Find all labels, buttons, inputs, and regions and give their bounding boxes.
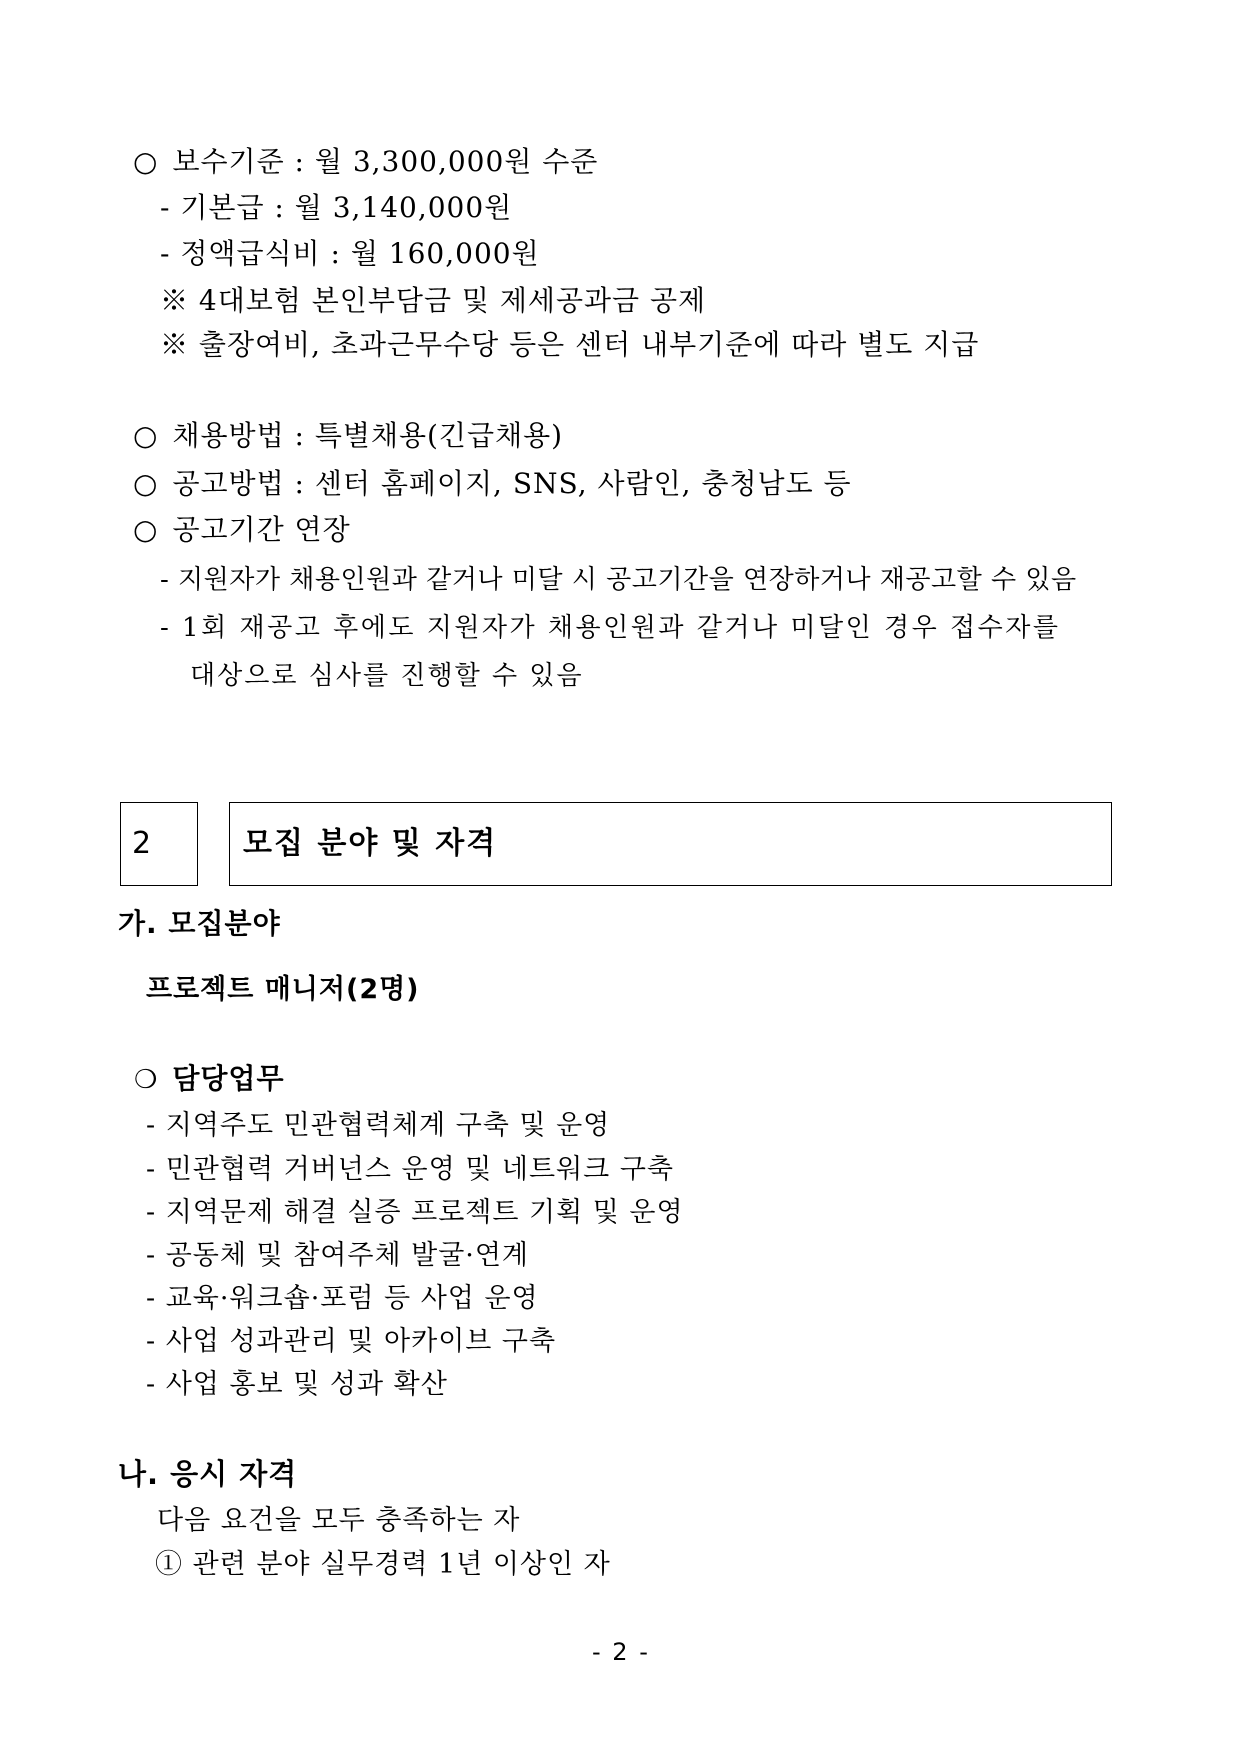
extension-heading	[133, 512, 351, 548]
qualification-item: ① 관련 분야 실무경력 1년 이상인 자	[155, 1549, 611, 1580]
salary-heading	[133, 144, 598, 180]
hollow-circle-bullet-icon: ❍	[134, 1065, 159, 1095]
salary-note-insurance: ※ 4대보험 본인부담금 및 제세공과금 공제	[160, 284, 707, 317]
field-heading: 가. 모집분야	[118, 907, 281, 940]
duty-item: - 사업 홍보 및 성과 확산	[146, 1369, 448, 1400]
extension-item-2-cont: 대상으로 심사를 진행할 수 있음	[190, 661, 584, 691]
salary-title: 보수기준 : 월 3,300,000원 수준	[172, 145, 599, 178]
qualification-intro: 다음 요건을 모두 충족하는 자	[157, 1505, 521, 1536]
hiring-method	[133, 418, 563, 454]
duty-item: - 지역문제 해결 실증 프로젝트 기획 및 운영	[146, 1197, 684, 1228]
extension-item-2: - 1회 재공고 후에도 지원자가 채용인원과 같거나 미달인 경우 접수자를	[160, 613, 1061, 643]
extension-item-1: - 지원자가 채용인원과 같거나 미달 시 공고기간을 연장하거나 재공고할 수 있음	[160, 565, 1077, 595]
circle-bullet-icon: ○	[133, 145, 159, 178]
duty-item: - 지역주도 민관협력체계 구축 및 운영	[146, 1110, 611, 1141]
salary-note-travel: ※ 출장여비, 초과근무수당 등은 센터 내부기준에 따라 별도 지급	[160, 328, 980, 361]
circle-bullet-icon: ○	[133, 513, 159, 546]
duties-heading	[134, 1061, 285, 1098]
hiring-method-text: 채용방법 : 특별채용(긴급채용)	[172, 419, 564, 452]
position-title: 프로젝트 매니저(2명)	[146, 974, 420, 1005]
notice-method-text: 공고방법 : 센터 홈페이지, SNS, 사람인, 충청남도 등	[172, 467, 852, 500]
salary-item-base: - 기본급 : 월 3,140,000원	[160, 191, 513, 224]
salary-item-meal: - 정액급식비 : 월 160,000원	[160, 237, 540, 270]
extension-title: 공고기간 연장	[172, 513, 351, 546]
duty-item: - 공동체 및 참여주체 발굴·연계	[146, 1240, 530, 1271]
section-title: 모집 분야 및 자격	[243, 826, 498, 861]
duties-title: 담당업무	[172, 1062, 285, 1095]
section-number: 2	[132, 826, 152, 861]
page-number: - 2 -	[592, 1638, 650, 1666]
duty-item: - 민관협력 거버넌스 운영 및 네트워크 구축	[146, 1154, 675, 1185]
duty-item: - 교육·워크숍·포럼 등 사업 운영	[146, 1283, 539, 1314]
duty-item: - 사업 성과관리 및 아카이브 구축	[146, 1326, 557, 1357]
qualification-heading: 나. 응시 자격	[118, 1457, 298, 1491]
circle-bullet-icon: ○	[133, 467, 159, 500]
notice-method	[133, 466, 852, 502]
circle-bullet-icon: ○	[133, 419, 159, 452]
